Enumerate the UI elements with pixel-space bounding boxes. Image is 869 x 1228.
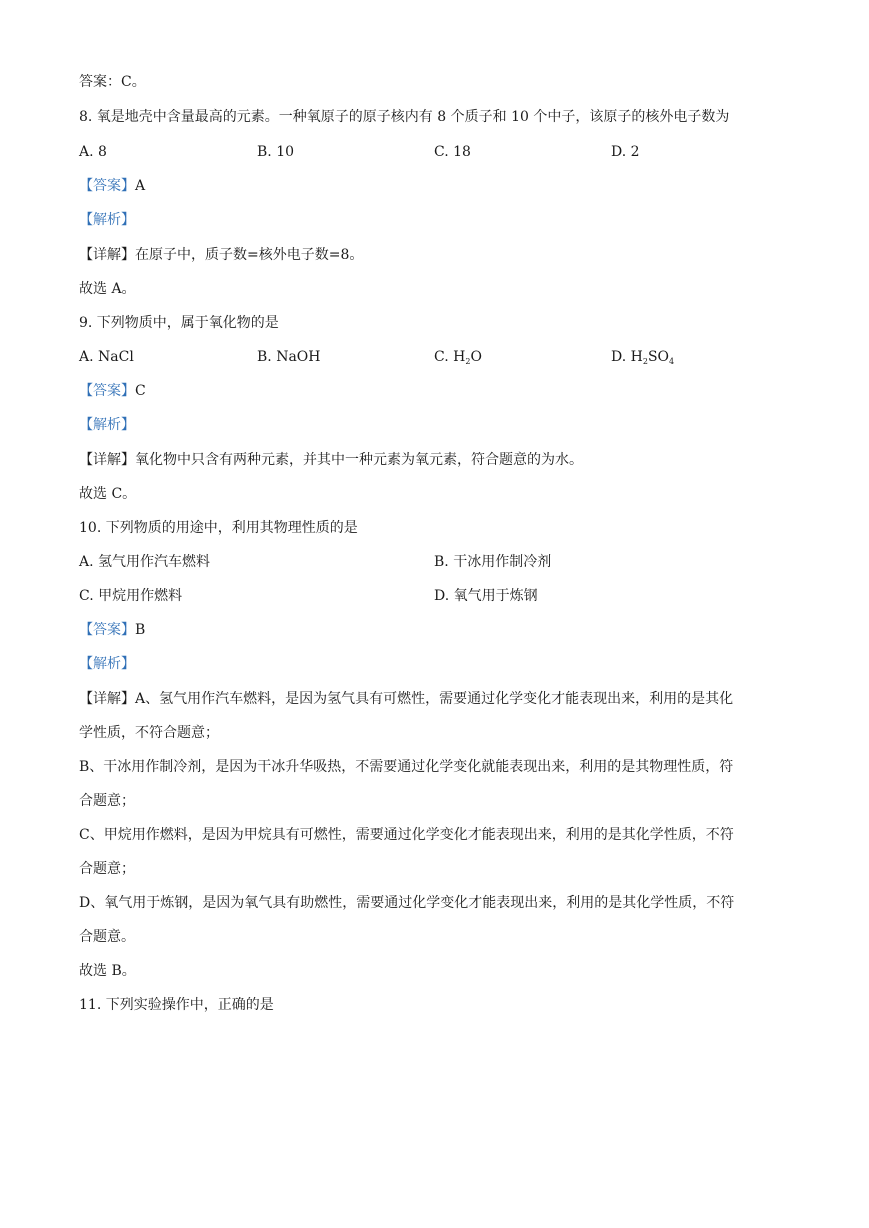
q10-detail-line: 合题意；: [79, 861, 135, 877]
q10-detail-line: C、甲烷用作燃料，是因为甲烷具有可燃性，需要通过化学变化才能表现出来，利用的是其化学性质，不符: [79, 827, 734, 843]
q8-analysis-tag: 【解析】: [79, 212, 135, 228]
question-11-stem: 11. 下列实验操作中，正确的是: [79, 997, 274, 1013]
q10-answer: 【答案】B: [79, 622, 146, 638]
question-10-options-row-1: [79, 553, 839, 571]
q8-option-a: A. 8: [79, 144, 107, 160]
q10-detail-line: 【详解】A、氢气用作汽车燃料，是因为氢气具有可燃性，需要通过化学变化才能表现出来，利用的是其化: [79, 691, 734, 707]
question-10-stem: 10. 下列物质的用途中，利用其物理性质的是: [79, 520, 358, 536]
question-9-stem: 9. 下列物质中，属于氧化物的是: [79, 315, 279, 331]
q10-option-d: D. 氧气用于炼钢: [434, 588, 538, 604]
q10-detail-line: 合题意；: [79, 793, 135, 809]
q8-option-d: D. 2: [611, 144, 640, 160]
question-9-options: [79, 348, 839, 366]
answer-tag: 【答案】: [79, 383, 135, 399]
question-10-options-row-2: [79, 587, 839, 605]
answer-tag: 【答案】: [79, 622, 135, 638]
prev-answer: 答案：C。: [79, 74, 146, 90]
q10-detail-line: D、氧气用于炼钢，是因为氧气具有助燃性，需要通过化学变化才能表现出来，利用的是其化学性质，不符: [79, 895, 735, 911]
q10-detail-line: 学性质，不符合题意；: [79, 725, 219, 741]
q9-detail: 【详解】氧化物中只含有两种元素，并其中一种元素为氧元素，符合题意的为水。: [79, 452, 583, 468]
q8-option-b: B. 10: [257, 144, 295, 160]
q10-option-a: A. 氢气用作汽车燃料: [79, 554, 211, 570]
q8-detail: 【详解】在原子中，质子数=核外电子数=8。: [79, 247, 364, 263]
q9-analysis-tag: 【解析】: [79, 417, 135, 433]
q10-option-c: C. 甲烷用作燃料: [79, 588, 183, 604]
q10-analysis-tag: 【解析】: [79, 656, 135, 672]
q8-conclusion: 故选 A。: [79, 281, 136, 297]
q8-option-c: C. 18: [434, 144, 471, 160]
q9-option-d: D. $H_2SO_4$: [611, 349, 675, 366]
q9-option-b: B. NaOH: [257, 349, 321, 365]
question-8-options: [79, 143, 839, 161]
q10-conclusion: 故选 B。: [79, 963, 136, 979]
q9-option-a: A. NaCl: [79, 349, 134, 365]
q9-answer: 【答案】C: [79, 383, 146, 399]
q10-option-b: B. 干冰用作制冷剂: [434, 554, 552, 570]
q9-conclusion: 故选 C。: [79, 486, 137, 502]
q10-detail-line: B、干冰用作制冷剂，是因为干冰升华吸热，不需要通过化学变化就能表现出来，利用的是其物理性质，符: [79, 759, 734, 775]
q9-option-c: C. $H_2O$: [434, 349, 482, 366]
question-8-stem: 8. 氧是地壳中含量最高的元素。一种氧原子的原子核内有 8 个质子和 10 个中子，该原子的核外电子数为: [79, 109, 730, 125]
q10-detail-line: 合题意。: [79, 929, 135, 945]
q8-answer: 【答案】A: [79, 178, 146, 194]
answer-tag: 【答案】: [79, 178, 135, 194]
